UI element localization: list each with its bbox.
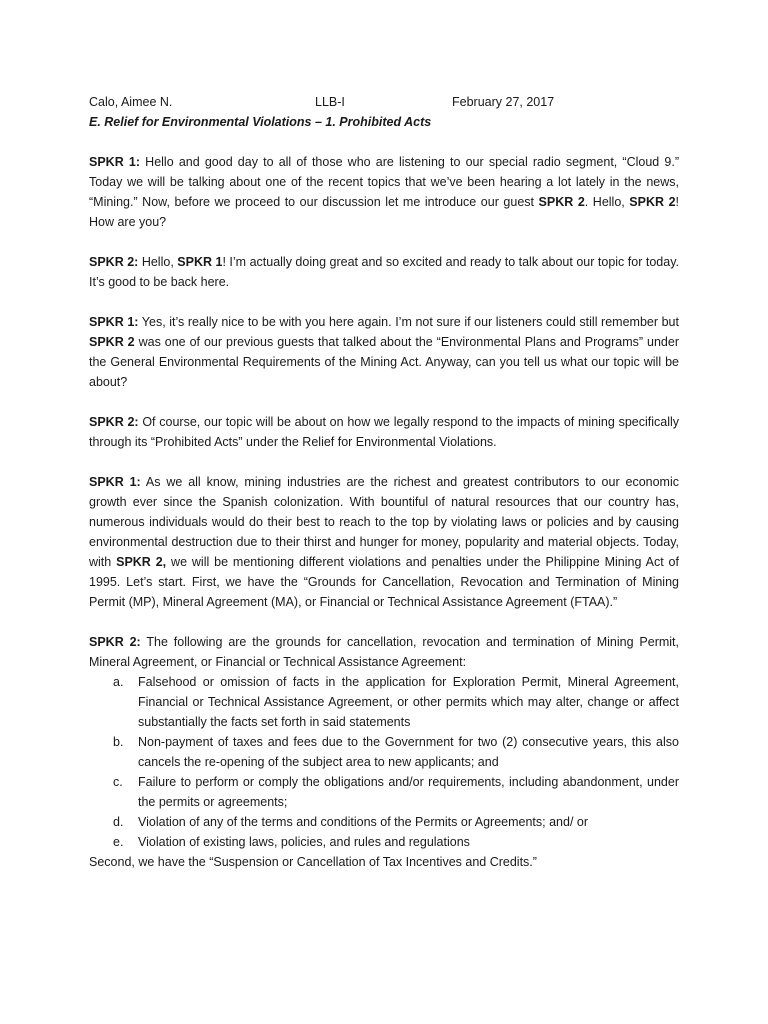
speaker-label: SPKR 2: <box>89 635 141 649</box>
document-subtitle: E. Relief for Environmental Violations – 1. Prohibited Acts <box>89 115 432 129</box>
document-date: February 27, 2017 <box>452 95 555 109</box>
dialogue-paragraph <box>89 152 679 232</box>
dialogue-text: Of course, our topic will be about on how we legally respond to the impacts of mining specifically through its “Prohibited Acts” under the Relief for Environmental Violations. <box>89 415 680 449</box>
speaker-label: SPKR 1: <box>89 155 141 169</box>
list-item <box>113 672 679 732</box>
dialogue-paragraph <box>89 632 679 672</box>
dialogue-paragraph <box>89 472 679 612</box>
speaker-mention: SPKR 2 <box>89 335 135 349</box>
dialogue-text: Hello and good day to all of those who are listening to our special radio segment, “Cloud 9.” Today we will be talking about one of the recent topics that we’ve been hearing a lot lately in the news, “Mining.” Now, before we proceed to our discussion let me introduce our guest <box>89 155 679 209</box>
dialogue-text: Yes, it’s really nice to be with you here again. I’m not sure if our listeners could still remember but <box>138 315 679 329</box>
list-item-text: Violation of any of the terms and conditions of the Permits or Agreements; and/ or <box>138 815 589 829</box>
document-page <box>89 92 679 872</box>
dialogue-text: . Hello, <box>584 195 630 209</box>
list-item-text: Violation of existing laws, policies, and rules and regulations <box>138 835 470 849</box>
dialogue-text: Hello, <box>138 255 178 269</box>
list-item-text: Non-payment of taxes and fees due to the Government for two (2) consecutive years, this also cancels the re-opening of the subject area to new applicants; and <box>138 735 679 769</box>
list-item-text: Falsehood or omission of facts in the application for Exploration Permit, Mineral Agreement, Financial or Technical Assistance Agreement, or other permits which may alter, change or affect substantially the facts set forth in said statements <box>138 675 679 729</box>
list-marker: a. <box>113 675 124 689</box>
dialogue-text: The following are the grounds for cancellation, revocation and termination of Mining Permit, Mineral Agreement, or Financial or Technical Assistance Agreement: <box>89 635 679 669</box>
dialogue-text: we will be mentioning different violations and penalties under the Philippine Mining Act of 1995. Let’s start. First, we have the “Grounds for Cancellation, Revocation and Termination of Mining Permit (MP), Mineral Agreement (MA), or Financial or Technical Assistance Agreement (FTAA).” <box>89 555 679 609</box>
grounds-list <box>89 672 679 852</box>
dialogue-text: was one of our previous guests that talked about the “Environmental Plans and Programs” under the General Environmental Requirements of the Mining Act. Anyway, can you tell us what our topic will be about? <box>89 335 680 389</box>
dialogue-paragraph <box>89 412 679 452</box>
list-item <box>113 772 679 812</box>
speaker-mention: SPKR 2 <box>629 195 676 209</box>
speaker-label: SPKR 2: <box>89 415 139 429</box>
speaker-mention: SPKR 2 <box>538 195 585 209</box>
speaker-mention: SPKR 1 <box>177 255 223 269</box>
dialogue-text: ! I’m actually doing great and so excited and ready to talk about our topic for today. It’s good to be back here. <box>89 255 679 289</box>
list-item <box>113 832 679 852</box>
dialogue-text: As we all know, mining industries are the richest and greatest contributors to our economic growth ever since the Spanish colonization. With bountiful of natural resources that our country has, numerous individuals would do their best to reach to the top by violating laws or policies and by causing environmental destruction due to their thirst and hunger for money, popularity and material objects. Today, with <box>89 475 679 569</box>
closing-line: Second, we have the “Suspension or Cancellation of Tax Incentives and Credits.” <box>89 855 537 869</box>
dialogue-paragraph <box>89 252 679 292</box>
speaker-label: SPKR 1: <box>89 475 141 489</box>
course-code: LLB-I <box>315 95 345 109</box>
list-marker: d. <box>113 815 124 829</box>
list-item <box>113 812 679 832</box>
list-marker: c. <box>113 775 123 789</box>
list-marker: e. <box>113 835 124 849</box>
list-item <box>113 732 679 772</box>
speaker-label: SPKR 2: <box>89 255 139 269</box>
list-item-text: Failure to perform or comply the obligations and/or requirements, including abandonment, under the permits or agreements; <box>138 775 679 809</box>
student-name: Calo, Aimee N. <box>89 95 173 109</box>
list-marker: b. <box>113 735 124 749</box>
dialogue-text: ! How are you? <box>89 195 680 229</box>
speaker-mention: SPKR 2, <box>116 555 167 569</box>
dialogue-paragraph <box>89 312 679 392</box>
speaker-label: SPKR 1: <box>89 315 139 329</box>
document-header <box>89 92 679 112</box>
